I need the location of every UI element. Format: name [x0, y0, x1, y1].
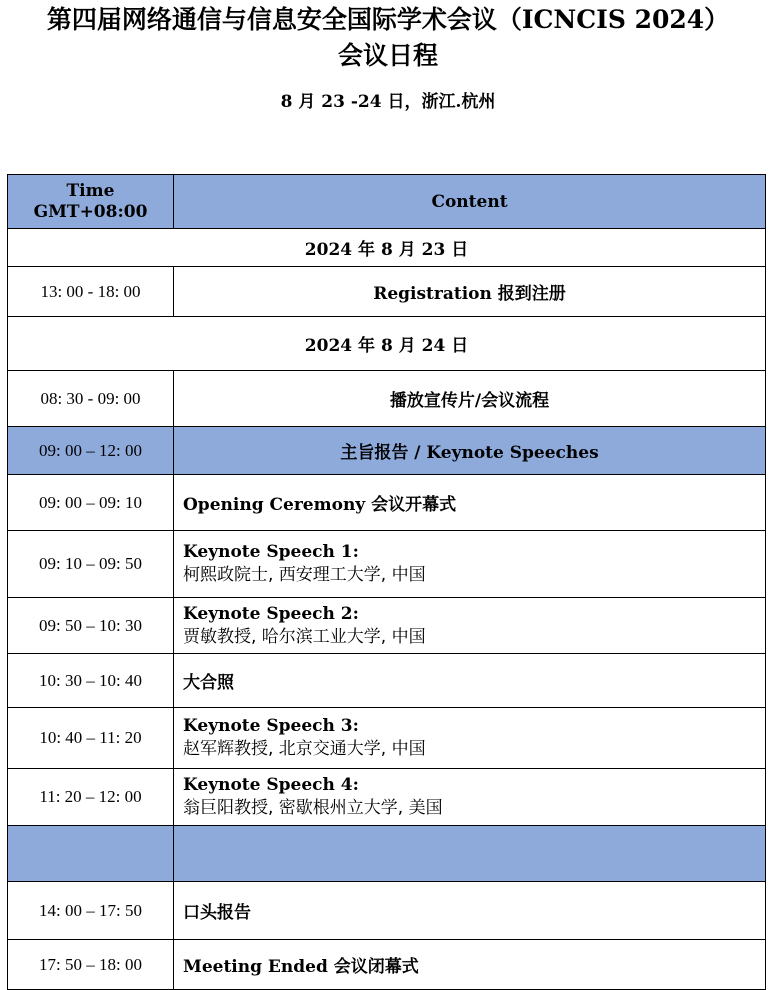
date-row-day1	[8, 229, 766, 267]
row-time: 09: 00 – 12: 00	[8, 427, 174, 475]
speech-title: Keynote Speech 2:	[183, 603, 359, 624]
row-time: 09: 00 – 09: 10	[8, 475, 174, 531]
row-time: 14: 00 – 17: 50	[8, 882, 174, 940]
row-time: 09: 10 – 09: 50	[8, 531, 174, 598]
day1-label: 2024 年 8 月 23 日	[8, 229, 766, 267]
date-row-day2	[8, 317, 766, 371]
row-content: 主旨报告 / Keynote Speeches	[174, 427, 766, 475]
row-content: 播放宣传片/会议流程	[174, 371, 766, 427]
table-row	[8, 654, 766, 708]
table-row	[8, 940, 766, 990]
row-content: Registration 报到注册	[174, 267, 766, 317]
speech-title: Keynote Speech 1:	[183, 542, 359, 562]
row-time: 11: 20 – 12: 00	[8, 769, 174, 826]
page-title	[0, 2, 776, 74]
row-content: Meeting Ended 会议闭幕式	[174, 940, 766, 990]
day2-label: 2024 年 8 月 24 日	[8, 317, 766, 371]
table-row	[8, 708, 766, 769]
header-time: Time GMT+08:00	[8, 175, 174, 229]
title-line-2: 会议日程	[337, 41, 438, 70]
row-content: Opening Ceremony 会议开幕式	[174, 475, 766, 531]
table-row	[8, 475, 766, 531]
row-time: 08: 30 - 09: 00	[8, 371, 174, 427]
row-time: 10: 40 – 11: 20	[8, 708, 174, 769]
row-time: 17: 50 – 18: 00	[8, 940, 174, 990]
table-row	[8, 769, 766, 826]
row-content: 口头报告	[174, 882, 766, 940]
row-time: 09: 50 – 10: 30	[8, 598, 174, 654]
speech-speaker: 赵军辉教授, 北京交通大学, 中国	[183, 739, 426, 759]
table-row	[8, 598, 766, 654]
keynote-block-row	[8, 427, 766, 475]
table-row	[8, 882, 766, 940]
schedule-table	[7, 174, 766, 990]
break-row	[8, 826, 766, 882]
row-content: 大合照	[174, 654, 766, 708]
row-content	[174, 598, 766, 654]
break-content-cell	[174, 826, 766, 882]
speech-speaker: 翁巨阳教授, 密歇根州立大学, 美国	[183, 798, 443, 818]
date-location: 8 月 23 -24 日，浙江.杭州	[280, 92, 496, 112]
table-header-row	[8, 175, 766, 229]
speech-title: Keynote Speech 3:	[183, 716, 359, 736]
table-row	[8, 531, 766, 598]
speech-speaker: 柯熙政院士, 西安理工大学, 中国	[183, 565, 426, 585]
row-content	[174, 708, 766, 769]
title-line-1: 第四届网络通信与信息安全国际学术会议（ICNCIS 2024）	[46, 5, 730, 34]
break-time-cell	[8, 826, 174, 882]
row-content	[174, 531, 766, 598]
speech-title: Keynote Speech 4:	[183, 775, 359, 795]
table-row	[8, 267, 766, 317]
row-time: 10: 30 – 10: 40	[8, 654, 174, 708]
header-content: Content	[174, 175, 766, 229]
row-content	[174, 769, 766, 826]
table-row	[8, 371, 766, 427]
speech-speaker: 贾敏教授, 哈尔滨工业大学, 中国	[183, 626, 426, 647]
row-time: 13: 00 - 18: 00	[8, 267, 174, 317]
